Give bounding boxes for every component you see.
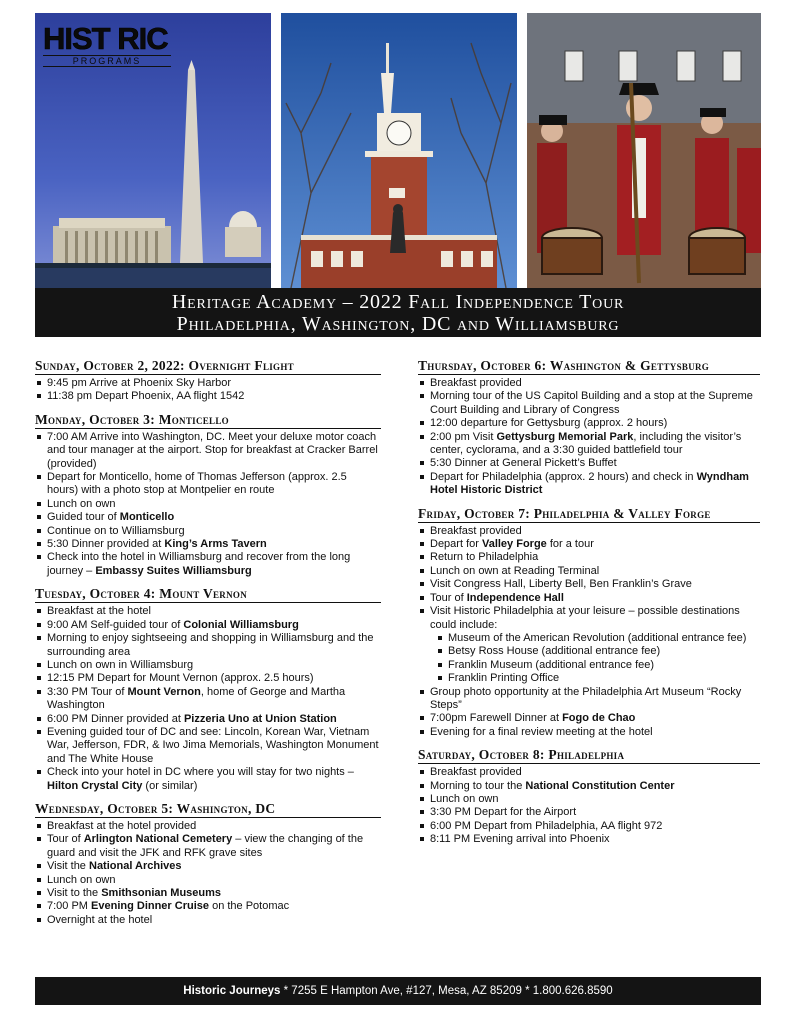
itinerary-item xyxy=(35,511,381,524)
item-text: Tour of xyxy=(430,591,467,604)
item-text: Overnight at the hotel xyxy=(47,913,153,926)
item-text: Breakfast at the hotel provided xyxy=(47,819,197,832)
itinerary-item xyxy=(35,431,381,471)
highlighted-place: Valley Forge xyxy=(481,538,547,551)
itinerary-item xyxy=(418,726,760,739)
highlighted-place: Smithsonian Museums xyxy=(101,887,222,899)
itinerary-item xyxy=(418,431,760,458)
item-text: 3:30 PM Depart for the Airport xyxy=(430,806,577,819)
item-text: 6:00 PM Dinner provided at xyxy=(47,712,184,725)
itinerary-item xyxy=(418,525,760,538)
item-text: Lunch on own xyxy=(430,792,499,805)
item-text: 12:00 departure for Gettysburg (approx. 2 hours) xyxy=(430,417,668,430)
itinerary-list xyxy=(35,820,381,927)
itinerary-item xyxy=(35,914,381,927)
itinerary-item xyxy=(35,498,381,511)
historic-programs-logo xyxy=(43,23,178,73)
item-text: Visit the xyxy=(47,860,89,873)
day-heading: Monday, October 3: Monticello xyxy=(35,412,381,429)
itinerary-item xyxy=(418,820,760,833)
item-text: 7:00 AM Arrive into Washington, DC. Meet your deluxe motor coach and tour manager at the airport. Stop for breakfast at Cracker Barrel (provided) xyxy=(47,430,378,470)
itinerary-item xyxy=(418,793,760,806)
itinerary-item xyxy=(35,390,381,403)
itinerary-item xyxy=(35,538,381,551)
washington-monument-photo xyxy=(35,13,271,288)
itinerary-item xyxy=(418,766,760,779)
day-heading: Friday, October 7: Philadelphia & Valley Forge xyxy=(418,506,760,523)
itinerary-item xyxy=(35,377,381,390)
itinerary-item xyxy=(35,619,381,632)
itinerary-item xyxy=(418,605,760,685)
logo-wordmark: HIST RIC xyxy=(43,21,168,56)
day-section xyxy=(418,506,760,740)
item-text: Morning tour of the US Capitol Building and a stop at the Supreme Court Building and Library of Congress xyxy=(430,390,753,416)
highlighted-place: Gettysburg Memorial Park xyxy=(496,430,634,443)
item-text: , home of George and Martha Washington xyxy=(47,685,346,712)
itinerary-item xyxy=(35,686,381,713)
highlighted-place: Colonial Williamsburg xyxy=(183,618,299,631)
day-heading: Thursday, October 6: Washington & Gettysburg xyxy=(418,358,760,375)
highlighted-place: Independence Hall xyxy=(466,591,564,604)
item-text: Group photo opportunity at the Philadelphia Art Museum “Rocky Steps” xyxy=(430,685,742,711)
day-section xyxy=(35,801,381,927)
day-heading: Saturday, October 8: Philadelphia xyxy=(418,747,760,764)
day-section xyxy=(35,412,381,578)
day-heading: Sunday, October 2, 2022: Overnight Flight xyxy=(35,358,381,375)
tour-subtitle: Philadelphia, Washington, DC and Williamsburg xyxy=(176,313,620,335)
day-section xyxy=(418,747,760,846)
item-text: , including the visitor’s center, cyclorama, and a 3:30 guided battlefield tour xyxy=(430,430,742,457)
item-text: Check into the hotel in Williamsburg and recover from the long journey – xyxy=(47,551,351,577)
item-text: 7:00pm Farewell Dinner at xyxy=(430,712,563,725)
item-text: 12:15 PM Depart for Mount Vernon (approx. 2.5 hours) xyxy=(47,672,314,685)
itinerary-list xyxy=(35,377,381,404)
highlighted-place: Mount Vernon xyxy=(127,685,201,698)
destination-item: Franklin Museum (additional entrance fee) xyxy=(430,659,760,672)
itinerary-item xyxy=(35,471,381,498)
item-text: Continue on to Williamsburg xyxy=(47,524,185,537)
highlighted-place: Embassy Suites Williamsburg xyxy=(95,564,252,577)
highlighted-place: Pizzeria Uno at Union Station xyxy=(183,712,337,725)
item-text: 7:00 PM xyxy=(47,900,92,913)
item-text: 3:30 PM Tour of xyxy=(47,685,128,698)
day-section xyxy=(35,358,381,404)
highlighted-place: National Archives xyxy=(89,860,182,873)
destination-item: Betsy Ross House (additional entrance fee) xyxy=(430,645,760,658)
itinerary-item xyxy=(35,820,381,833)
itinerary-item xyxy=(418,417,760,430)
item-text: Guided tour of xyxy=(47,511,120,524)
itinerary-right-column xyxy=(418,358,760,855)
logo-subtitle: PROGRAMS xyxy=(43,55,171,67)
contact-details: * 7255 E Hampton Ave, #127, Mesa, AZ 85209 * 1.800.626.8590 xyxy=(280,985,613,997)
itinerary-item xyxy=(35,887,381,900)
item-text: Breakfast provided xyxy=(430,524,522,537)
itinerary-item xyxy=(35,726,381,766)
item-text: Tour of xyxy=(47,833,84,846)
highlighted-place: King’s Arms Tavern xyxy=(164,538,267,551)
item-text: Visit Historic Philadelphia at your leisure – possible destinations could include: xyxy=(430,605,740,631)
item-text: Check into your hotel in DC where you will stay for two nights – xyxy=(47,766,354,779)
item-text: Depart for Monticello, home of Thomas Jefferson (approx. 2.5 hours) with a photo stop at Montpelier en route xyxy=(47,471,347,497)
highlighted-place: National Constitution Center xyxy=(525,779,675,792)
highlighted-place: Arlington National Cemetery xyxy=(83,833,233,846)
company-name: Historic Journeys xyxy=(183,985,281,997)
itinerary-item xyxy=(418,806,760,819)
item-text: on the Potomac xyxy=(209,900,290,913)
highlighted-place: Hilton Crystal City xyxy=(47,779,143,792)
item-text: (or similar) xyxy=(142,779,198,792)
colonial-drummers-photo xyxy=(527,13,761,288)
itinerary-item xyxy=(418,390,760,417)
item-text: Breakfast at the hotel xyxy=(47,605,151,618)
photo-strip xyxy=(35,13,761,288)
itinerary-item xyxy=(418,592,760,605)
highlighted-place: Monticello xyxy=(119,511,175,524)
contact-footer xyxy=(35,977,761,1005)
item-text: 2:00 pm Visit xyxy=(430,430,497,443)
itinerary-item xyxy=(35,605,381,618)
itinerary-item xyxy=(418,578,760,591)
item-text: Lunch on own in Williamsburg xyxy=(47,658,194,671)
highlighted-place: Evening Dinner Cruise xyxy=(91,900,210,913)
item-text: Lunch on own at Reading Terminal xyxy=(430,564,600,577)
itinerary-item xyxy=(418,551,760,564)
item-text: Visit to the xyxy=(47,887,102,899)
independence-hall-photo xyxy=(281,13,517,288)
itinerary-item xyxy=(418,377,760,390)
item-text: 6:00 PM Depart from Philadelphia, AA flight 972 xyxy=(430,819,663,832)
item-text: 8:11 PM Evening arrival into Phoenix xyxy=(430,833,610,846)
itinerary-item xyxy=(418,471,760,498)
item-text: Visit Congress Hall, Liberty Bell, Ben Franklin’s Grave xyxy=(430,578,692,591)
itinerary-left-column xyxy=(35,358,381,935)
destination-item: Museum of the American Revolution (additional entrance fee) xyxy=(430,632,760,645)
itinerary-list xyxy=(35,605,381,793)
highlighted-place: Fogo de Chao xyxy=(562,712,636,725)
itinerary-list xyxy=(418,377,760,498)
item-text: Breakfast provided xyxy=(430,377,522,389)
item-text: Return to Philadelphia xyxy=(430,551,539,564)
item-text: Evening for a final review meeting at the hotel xyxy=(430,725,653,738)
itinerary-list xyxy=(418,525,760,740)
itinerary-list xyxy=(35,431,381,578)
destination-sublist xyxy=(430,632,760,686)
day-section xyxy=(418,358,760,498)
day-heading: Wednesday, October 5: Washington, DC xyxy=(35,801,381,818)
day-section xyxy=(35,586,381,793)
item-text: Breakfast provided xyxy=(430,766,522,779)
itinerary-item xyxy=(35,551,381,578)
item-text: Depart for xyxy=(430,538,482,551)
itinerary-list xyxy=(418,766,760,846)
item-text: – view the changing of the guard and visit the JFK and RFK grave sites xyxy=(47,833,364,859)
tour-title-banner xyxy=(35,288,761,337)
itinerary-item xyxy=(418,538,760,551)
itinerary-item xyxy=(35,766,381,793)
item-text: Lunch on own xyxy=(47,873,116,886)
item-text: Evening guided tour of DC and see: Lincoln, Korean War, Vietnam War, Jefferson, FDR, & Iwo Jima Memorials, Washington Monument and The White House xyxy=(47,725,379,765)
itinerary-item xyxy=(35,860,381,873)
item-text: Lunch on own xyxy=(47,497,116,510)
itinerary-item xyxy=(35,874,381,887)
item-text: 9:00 AM Self-guided tour of xyxy=(47,618,184,631)
itinerary-item xyxy=(418,457,760,470)
item-text: for a tour xyxy=(546,538,594,551)
itinerary-item xyxy=(418,686,760,713)
itinerary-item xyxy=(418,565,760,578)
destination-item: Franklin Printing Office xyxy=(430,672,760,685)
itinerary-item xyxy=(35,525,381,538)
itinerary-item xyxy=(418,780,760,793)
itinerary-item xyxy=(418,833,760,846)
itinerary-item xyxy=(35,900,381,913)
item-text: 5:30 Dinner at General Pickett’s Buffet xyxy=(430,457,617,470)
itinerary-item xyxy=(35,659,381,672)
item-text: 9:45 pm Arrive at Phoenix Sky Harbor xyxy=(47,377,232,389)
tour-title: Heritage Academy – 2022 Fall Independence Tour xyxy=(171,291,625,313)
highlighted-place: Wyndham Hotel Historic District xyxy=(430,470,749,497)
itinerary-item xyxy=(35,713,381,726)
itinerary-item xyxy=(35,833,381,860)
item-text: Depart for Philadelphia (approx. 2 hours) and check in xyxy=(430,470,697,483)
item-text: Morning to tour the xyxy=(430,779,526,792)
item-text: Morning to enjoy sightseeing and shopping in Williamsburg and the surrounding area xyxy=(47,632,374,658)
day-heading: Tuesday, October 4: Mount Vernon xyxy=(35,586,381,603)
item-text: 5:30 Dinner provided at xyxy=(47,538,165,551)
item-text: 11:38 pm Depart Phoenix, AA flight 1542 xyxy=(47,390,245,403)
itinerary-item xyxy=(35,632,381,659)
itinerary-item xyxy=(418,712,760,725)
itinerary-item xyxy=(35,672,381,685)
